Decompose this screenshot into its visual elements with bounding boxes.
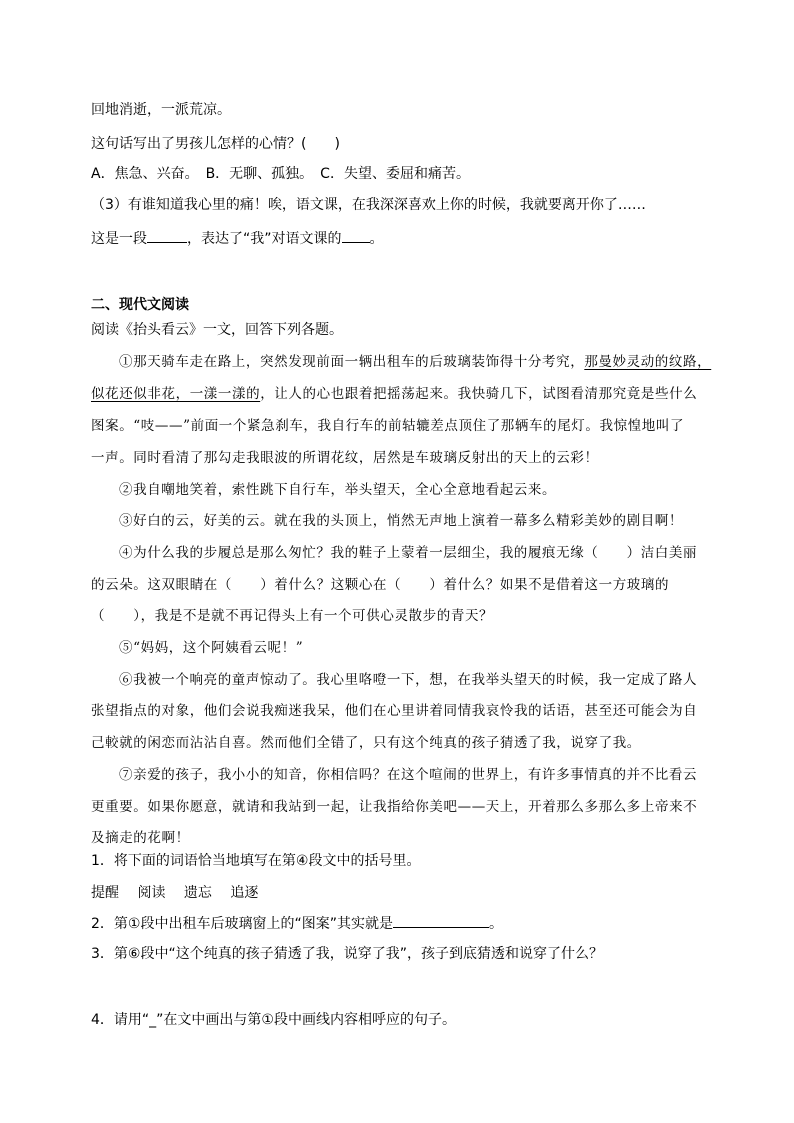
passage-line: 一声。同时看清了那勾走我眼波的所谓花纹，居然是车玻璃反射出的天上的云彩！ xyxy=(91,450,599,466)
passage-line: 更重要。如果你愿意，就请和我站到一起，让我指给你美吧——天上，开着那么多那么多上帝来不 xyxy=(91,799,698,815)
question-4: 4．请用“_”在文中画出与第①段中画线内容相呼应的句子。 xyxy=(91,1012,456,1028)
text-segment: 。 xyxy=(488,916,503,932)
text-line: 回地消逝，一派荒凉。 xyxy=(91,102,231,118)
fill-blank-line xyxy=(91,228,384,249)
passage-line: 己較就的闲恋而沾沾自喜。然而他们全错了，只有这个纯真的孩子猜透了我，说穿了我。 xyxy=(91,735,641,751)
question-2 xyxy=(91,913,503,934)
word-bank: 提醒 阅读 遗忘 追逐 xyxy=(91,885,259,901)
passage-line: （ ），我是不是就不再记得头上有一个可供心灵散步的青天？ xyxy=(91,608,494,624)
text-segment: ，让人的心也跟着把摇荡起来。我快骑几下，试图看清那究竟是些什么 xyxy=(260,386,698,402)
passage-line: ⑦亲爱的孩子，我小小的知音，你相信吗？在这个喧闹的世界上，有许多事情真的并不比看云 xyxy=(119,767,698,783)
text-segment: ①那天骑车走在路上，突然发现前面一辆出租车的后玻璃装饰得十分考究， xyxy=(119,354,585,370)
question-1: 1．将下面的词语恰当地填写在第④段文中的括号里。 xyxy=(91,853,421,869)
text-segment: 这是一段 xyxy=(91,231,147,247)
passage-line: ⑥我被一个响亮的童声惊动了。我心里咯噔一下，想，在我举头望天的时候，我一定成了路人 xyxy=(119,672,698,688)
passage-line: ⑤“妈妈，这个阿姨看云呢！” xyxy=(119,640,304,656)
underlined-sentence: 那曼妙灵动的纹路， xyxy=(584,354,712,370)
passage-line: ③好白的云，好美的云。就在我的头顶上，悄然无声地上演着一幕多么精彩美妙的剧目啊！ xyxy=(119,513,683,529)
answer-options: A．焦急、兴奋。 B．无聊、孤独。 C．失望、委屈和痛苦。 xyxy=(91,166,470,182)
text-segment: ，表达了“我”对语文课的 xyxy=(187,231,342,247)
text-segment: 。 xyxy=(369,231,384,247)
answer-blank xyxy=(393,913,489,928)
passage-line: 的云朵。这双眼睛在（ ）着什么？这颗心在（ ）着什么？如果不是借着这一方玻璃的 xyxy=(91,577,670,593)
answer-blank xyxy=(342,228,370,243)
section-heading: 二、现代文阅读 xyxy=(91,297,189,313)
section-intro: 阅读《抬头看云》一文，回答下列各题。 xyxy=(91,322,343,338)
passage-line xyxy=(91,384,697,404)
passage-line: 张望指点的对象，他们会说我痴迷我呆，他们在心里讲着同情我哀怜我的话语，甚至还可能会为自 xyxy=(91,703,698,719)
passage-line: ④为什么我的步履总是那么匆忙？我的鞋子上蒙着一层细尘，我的履痕无缘（ ）洁白美丽 xyxy=(119,545,698,561)
passage-line: 及摘走的花啊！ xyxy=(91,830,190,846)
question-3: 3．第⑥段中“这个纯真的孩子猜透了我，说穿了我”，孩子到底猜透和说穿了什么？ xyxy=(91,946,603,962)
answer-blank xyxy=(147,228,187,243)
text-segment: 2．第①段中出租车后玻璃窗上的“图案”其实就是 xyxy=(91,916,393,932)
passage-line: ②我自嘲地笑着，索性跳下自行车，举头望天，全心全意地看起云来。 xyxy=(119,482,557,498)
question-text: （3）有谁知道我心里的痛！唉，语文课，在我深深喜欢上你的时候，我就要离开你了…… xyxy=(91,197,646,213)
passage-line xyxy=(91,352,711,372)
question-text: 这句话写出了男孩儿怎样的心情？( ) xyxy=(91,136,340,152)
underlined-sentence: 似花还似非花，一漾一漾的 xyxy=(91,386,261,402)
passage-line: 图案。“吱——”前面一个紧急刹车，我自行车的前轱辘差点顶住了那辆车的尾灯。我惊惶地叫了 xyxy=(91,418,685,434)
